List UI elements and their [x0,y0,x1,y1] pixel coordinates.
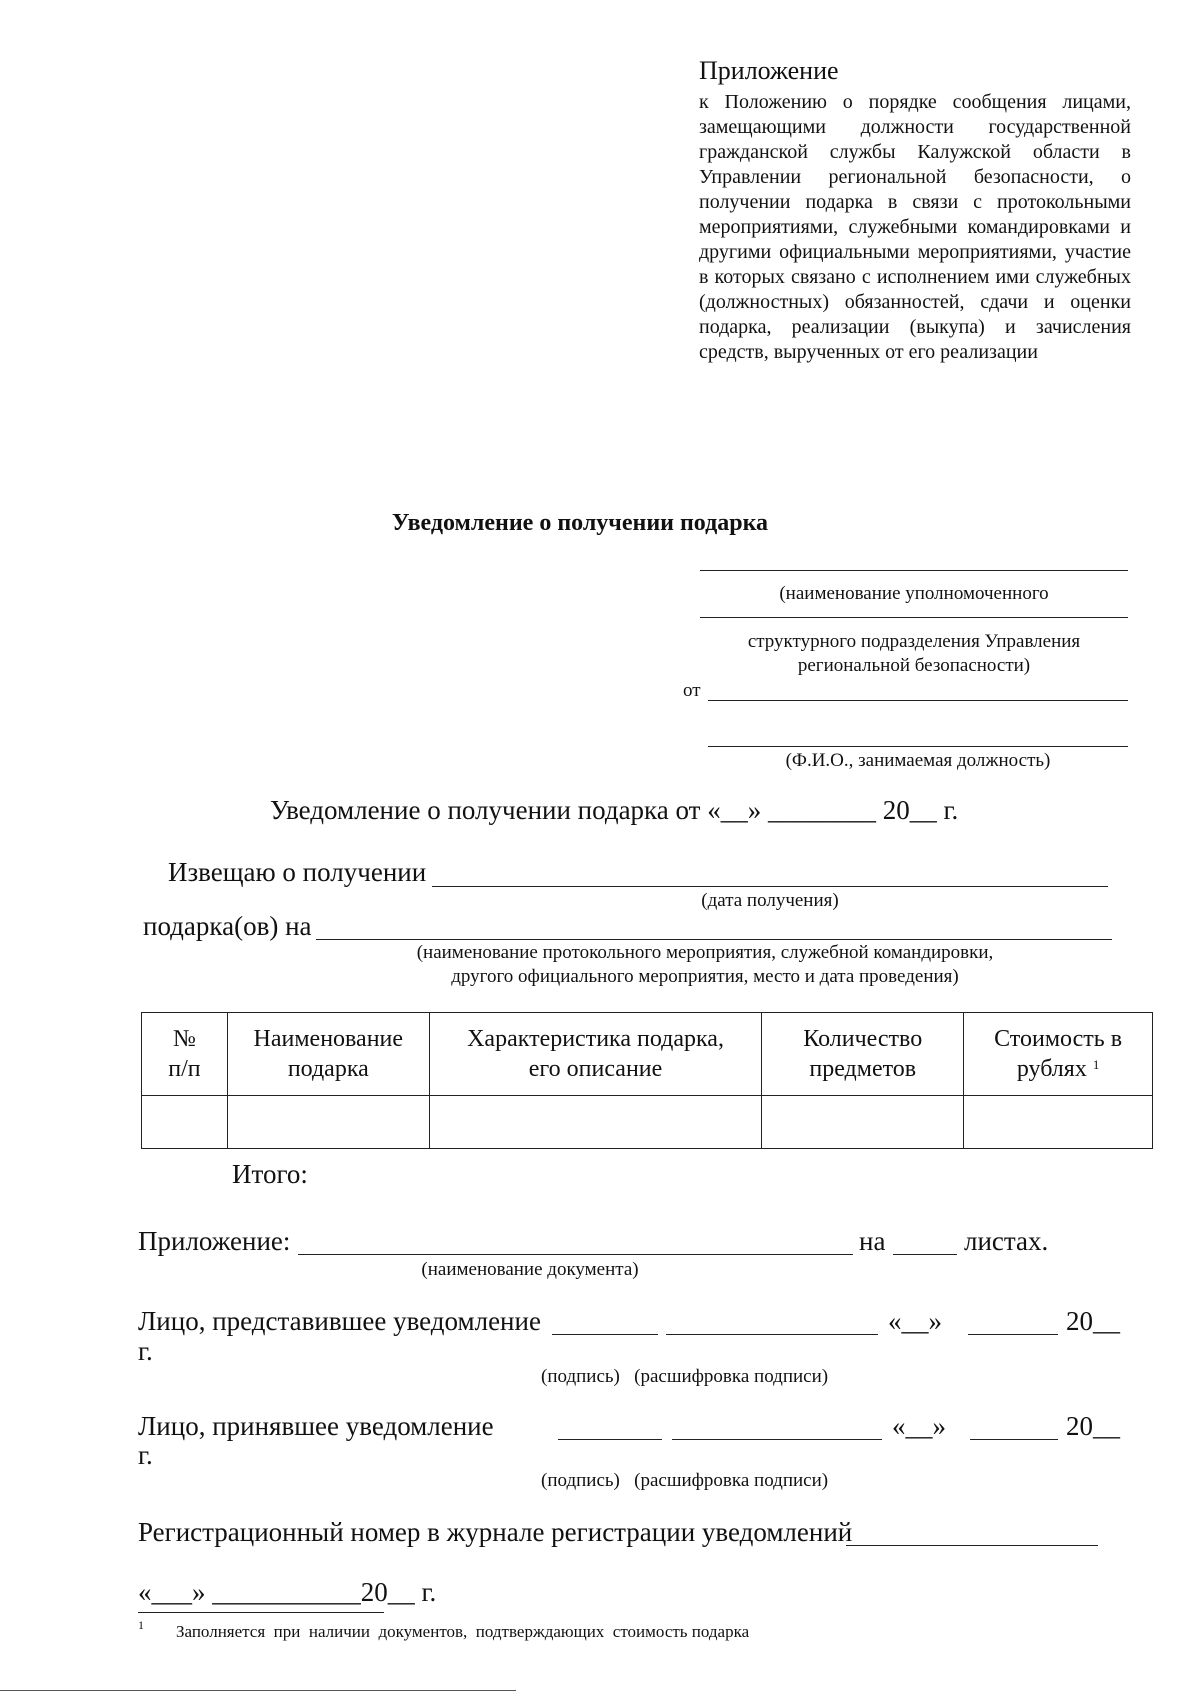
event-caption-1: (наименование протокольного мероприятия, служебной командировки, [416,942,994,963]
submitter-month-line[interactable] [968,1334,1058,1335]
attachment-sheets-line[interactable] [893,1254,957,1255]
header-cost-l1: Стоимость в [994,1026,1123,1052]
receiver-month-line[interactable] [970,1439,1058,1440]
scan-edge-line [0,1690,516,1691]
recipient-line-2[interactable] [700,617,1128,618]
footnote-mark-ref: 1 [1092,1057,1100,1072]
gifts-label: подарка(ов) на [143,911,312,941]
submitter-date-quote: «__» [888,1306,942,1336]
header-number-l2: п/п [168,1056,201,1082]
submitter-signature-caption: (подпись) (расшифровка подписи) [541,1366,829,1387]
header-cost-l2 [965,1054,1151,1084]
cell-quantity[interactable] [762,1096,964,1149]
receipt-date-line[interactable] [432,886,1108,887]
table-row [142,1096,1153,1149]
registration-label: Регистрационный номер в журнале регистрации уведомлений [138,1517,853,1547]
submitter-name-line[interactable] [666,1334,878,1335]
cell-cost[interactable] [964,1096,1153,1149]
sender-line[interactable] [708,746,1128,747]
submitter-year-suffix: г. [138,1336,153,1366]
from-label: от [683,680,701,701]
registration-date-line: «___» ___________20__ г. [138,1577,437,1607]
header-cost [964,1013,1153,1096]
attachment-label: Приложение: [138,1226,291,1256]
header-number-l1: № [172,1026,196,1052]
header-quantity-l2: предметов [809,1056,917,1082]
attachment-on-label: на [859,1226,886,1256]
document-title: Уведомление о получении подарка [391,510,769,536]
cell-number[interactable] [142,1096,228,1149]
footnote-text: Заполняется при наличии документов, подтверждающих стоимость подарка [176,1622,750,1641]
footnote-mark: 1 [138,1618,144,1632]
attachment-doc-caption: (наименование документа) [421,1259,639,1280]
receiver-label: Лицо, принявшее уведомление [138,1411,494,1441]
gift-table [141,1012,1153,1149]
header-quantity [762,1013,964,1096]
header-name-l1: Наименование [253,1026,404,1052]
header-description-l2: его описание [528,1056,663,1082]
recipient-caption-2: структурного подразделения Управления [747,631,1081,652]
attachment-sheets-label: листах. [964,1226,1049,1256]
recipient-caption-3: региональной безопасности) [797,655,1031,676]
submitter-signature-line[interactable] [552,1334,658,1335]
header-description-l1: Характеристика подарка, [467,1026,724,1052]
recipient-line-1[interactable] [700,570,1128,571]
registration-number-line[interactable] [846,1545,1098,1546]
receiver-signature-caption: (подпись) (расшифровка подписи) [541,1470,829,1491]
event-line[interactable] [316,939,1112,940]
receiver-year: 20__ [1066,1411,1120,1441]
sender-caption: (Ф.И.О., занимаемая должность) [785,750,1051,771]
submitter-label: Лицо, представившее уведомление [138,1306,541,1336]
receiver-year-suffix: г. [138,1440,153,1470]
header-name-l2: подарка [287,1056,369,1082]
receipt-date-caption: (дата получения) [701,890,839,911]
notice-line: Уведомление о получении подарка от «__» ________ 20__ г. [270,795,959,825]
receiver-date-quote: «__» [892,1411,946,1441]
footnote-separator [138,1612,384,1613]
header-quantity-l1: Количество [803,1026,923,1052]
receiver-name-line[interactable] [672,1439,882,1440]
header-name [227,1013,429,1096]
cell-name[interactable] [227,1096,429,1149]
submitter-year: 20__ [1066,1306,1120,1336]
cell-description[interactable] [429,1096,762,1149]
appendix-title: Приложение [699,56,839,85]
header-description [429,1013,762,1096]
recipient-caption-1: (наименование уполномоченного [779,583,1049,604]
total-label: Итого: [232,1159,308,1189]
receiver-signature-line[interactable] [558,1439,662,1440]
event-caption-2: другого официального мероприятия, место и дата проведения) [451,966,959,987]
attachment-doc-line[interactable] [298,1254,853,1255]
from-line[interactable] [708,700,1128,701]
table-header-row [142,1013,1153,1096]
header-cost-l2-text: рублях [1016,1056,1087,1082]
notify-label: Извещаю о получении [168,857,427,887]
header-number [142,1013,228,1096]
appendix-body: к Положению о порядке сообщения лицами, замещающими должности государственной гражданской службы Калужской области в Управлении региональной безопасности, о получении подарка в связи с протокольными мероприятиями, служебными командировками и другими официальными мероприятиями, участие в которых связано с исполнением ими служебных (должностных) обязанностей, сдачи и оценки подарка, реализации (выкупа) и зачисления средств, вырученных от его реализации [699,91,1131,363]
